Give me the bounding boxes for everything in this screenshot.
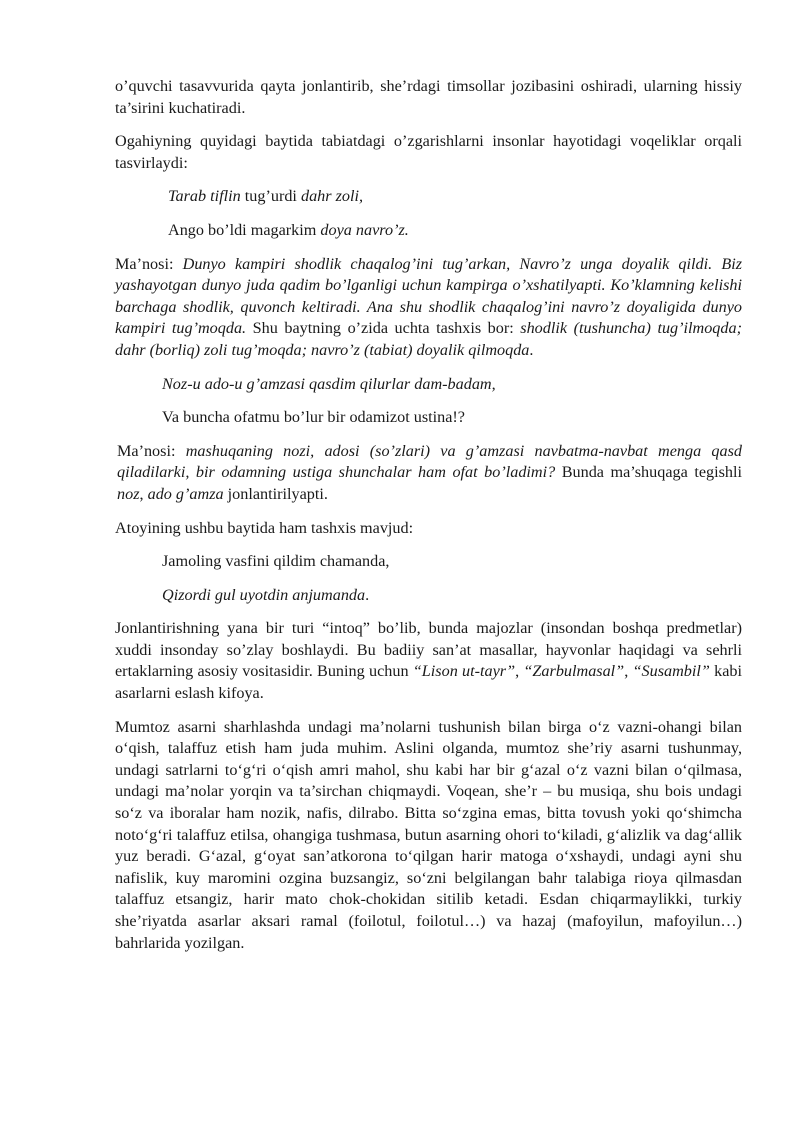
verse-1-line-2 [115,220,742,242]
meaning-1-label: Ma’nosi: [115,254,183,273]
paragraph-intoq [115,618,742,704]
meaning-1-note: Shu baytning o’zida uchta tashxis bor: [246,319,521,338]
document-page [115,76,742,954]
paragraph-ogahiy: Ogahiyning quyidagi baytida tabiatdagi o’zgarishlarni insonlar hayotidagi voqeliklar orqali tasvirlaydi: [115,132,742,172]
meaning-2-translation: mashuqaning nozi, adosi (so’zlari) va g’amzasi navbatma-navbat menga qasd qiladilarki, bir odamning ustiga shunchalar ham ofat bo’ladimi? [117,441,742,482]
verse-3-line-2-text: Qizordi gul uyotdin anjumanda [162,585,366,604]
verse-1-line-1-part-a: Tarab tiflin [168,187,241,206]
meaning-2-end: jonlantirilyapti. [223,484,328,503]
verse-3-line-2-end: . [365,585,370,604]
verse-1-line-2-part-a: Ango bo’ldi magarkim [168,220,321,239]
meaning-2-comma: , [139,484,148,503]
intoq-title-zarbulmasal: “Zarbulmasal” [523,662,625,681]
meaning-2-note: Bunda ma’shuqaga tegishli [555,463,742,482]
intoq-text: Jonlantirishning yana bir turi “intoq” bo’lib, bunda majozlar (insondan boshqa predmetlar) xuddi insonday so’zlay boshlaydi. Bu badiiy san’at masallar, hayvonlar haqidagi va sehrli ertaklarning asosiy vositasidir. Buning uchun [115,619,742,681]
verse-3-line-1: Jamoling vasfini qildim chamanda, [162,552,390,571]
paragraph-meaning-1 [115,254,742,362]
meaning-1-translation: Dunyo kampiri shodlik chaqalog’ini tug’arkan, Navro’z unga doyalik qildi. Biz yashayotgan dunyo juda qadim bo’lganligi uchun kampirga o’xshatilyapti. Ko’klamning kelishi barchaga shodlik, quvonch keltiradi. Ana shu shodlik chaqalog’ini navro’z doyaligida dunyo kampiri tug’moqda. [115,254,743,338]
intoq-end: kabi asarlarni eslash kifoya. [115,662,743,703]
intoq-title-lison: “Lison ut-tayr” [412,662,516,681]
verse-1-line-1-part-b: tug’urdi [240,187,301,206]
verse-2-line-2: Va buncha ofatmu bo’lur bir odamizot ustina!? [162,408,465,427]
verse-1-line-2-part-b: doya navro’z. [320,220,409,239]
meaning-1-list: shodlik (tushuncha) tug’ilmoqda; dahr (borliq) zoli tug’moqda; navro’z (tabiat) doyalik qilmoqda [115,319,742,359]
paragraph-atoyi: Atoyining ushbu baytida ham tashxis mavjud: [115,518,414,537]
meaning-1-end: . [529,340,534,359]
meaning-2-term-noz: noz [117,484,140,503]
meaning-2-label: Ma’nosi: [117,441,186,460]
paragraph-intro: o’quvchi tasavvurida qayta jonlantirib, she’rdagi timsollar jozibasini oshiradi, ularning hissiy ta’sirini kuchatiradi. [115,77,742,117]
intoq-sep-2: , [624,662,633,681]
intoq-title-susambil: “Susambil” [632,662,710,681]
meaning-2-term-ado: ado g’amza [147,484,224,503]
verse-2-line-1-text: Noz-u ado-u g’amzasi qasdim qilurlar dam-badam, [162,374,496,393]
paragraph-mumtoz: Mumtoz asarni sharhlashda undagi ma’nolarni tushunish bilan birga o‘z vazni-ohangi bilan o‘qish, talaffuz etish ham juda muhim. Aslini olganda, mumtoz she’riy asarni tushunmay, undagi satrlarni to‘g‘ri o‘qish amri mahol, shu kabi har bir g‘azal o‘z vazni bilan o‘qilmasa, undagi ma’nolar yorqin va ta’sirchan chiqmaydi. Voqean, she’r – bu musiqa, shu bois undagi so‘z va iboralar ham nozik, nafis, dilrabo. Bitta so‘zgina emas, bitta tovush yoki qo‘shimcha noto‘g‘ri talaffuz etilsa, ohangiga tushmasa, butun asarning ohori to‘kiladi, g‘alizlik va dag‘allik yuz beradi. G‘azal, g‘oyat san’atkorona to‘qilgan harir matoga o‘xshaydi, undagi ayni shu nafislik, kuy maromini ozgina buzsangiz, so‘zni belgilangan bahr talabiga rioya qilmasdan talaffuz etsangiz, harir mato chok-chokidan sitilib ketadi. Esdan chiqarmaylikki, turkiy she’riyatda asarlar aksari ramal (foilotul, foilotul…) va hazaj (mafoyilun, mafoyilun…) bahrlarida yozilgan. [115,717,742,952]
verse-3-line-2 [115,585,742,607]
verse-1-line-1 [115,186,742,208]
intoq-sep-1: , [515,662,524,681]
verse-2-line-1 [115,374,742,396]
paragraph-meaning-2 [115,441,742,506]
verse-1-line-1-part-c: dahr zoli, [300,187,364,206]
